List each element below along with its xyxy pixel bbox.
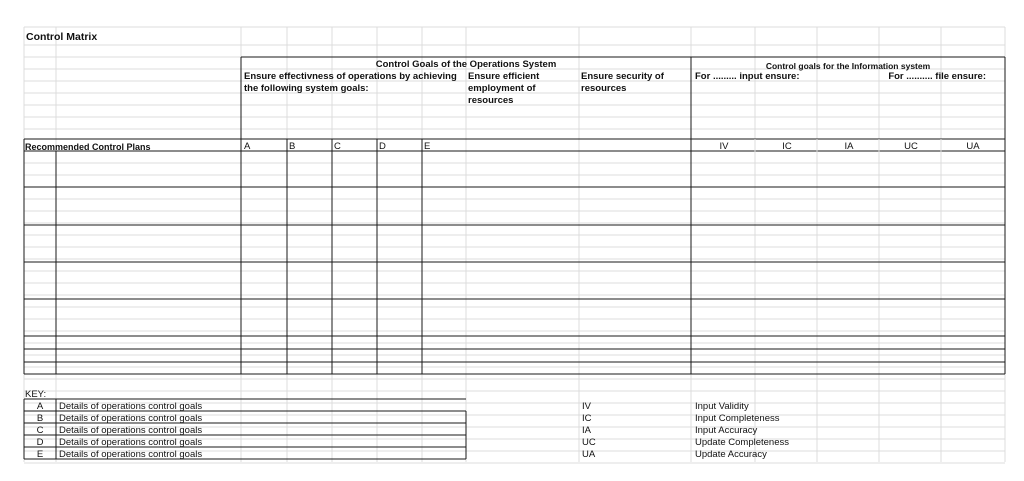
effectiveness-header: Ensure effectivness of operations by achieving the following system goals:	[244, 71, 457, 94]
key-info-desc: Update Completeness	[695, 437, 789, 448]
key-ops-code: D	[36, 437, 44, 448]
key-info-code: IV	[582, 401, 591, 412]
page-title: Control Matrix	[26, 31, 98, 43]
column-header-uc: UC	[904, 141, 918, 152]
column-header-iv: IV	[719, 141, 729, 152]
key-info-code: IA	[582, 425, 591, 436]
recommended-control-plans-label: Recommended Control Plans	[25, 142, 151, 152]
key-ops-code: A	[36, 401, 44, 412]
key-info-desc: Input Validity	[695, 401, 749, 412]
key-ops-desc: Details of operations control goals	[59, 413, 203, 424]
column-header-a: A	[244, 141, 251, 152]
column-header-ua: UA	[966, 141, 980, 152]
key-ops-desc: Details of operations control goals	[59, 449, 203, 460]
column-header-ic: IC	[782, 141, 792, 152]
column-header-e: E	[424, 141, 431, 152]
column-header-ia: IA	[844, 141, 854, 152]
key-info-code: UC	[582, 437, 596, 448]
key-info-code: UA	[582, 449, 596, 460]
key-ops-code: E	[36, 449, 44, 460]
key-ops-desc: Details of operations control goals	[59, 425, 203, 436]
file-ensure-header: For .......... file ensure:	[888, 71, 986, 82]
key-info-desc: Input Accuracy	[695, 425, 758, 436]
key-ops-code: B	[36, 413, 44, 424]
column-header-b: B	[289, 141, 296, 152]
key-label: KEY:	[25, 389, 47, 400]
input-ensure-header: For ......... input ensure:	[695, 71, 800, 82]
column-header-c: C	[334, 141, 341, 152]
key-ops-desc: Details of operations control goals	[59, 437, 203, 448]
column-header-d: D	[379, 141, 386, 152]
key-info-desc: Input Completeness	[695, 413, 780, 424]
ops-goals-title: Control Goals of the Operations System	[375, 59, 557, 70]
info-goals-title: Control goals for the Information system	[765, 61, 931, 71]
key-ops-desc: Details of operations control goals	[59, 401, 203, 412]
key-ops-code: C	[36, 425, 44, 436]
security-header: Ensure security of resources	[581, 71, 664, 94]
key-info-code: IC	[582, 413, 592, 424]
key-info-desc: Update Accuracy	[695, 449, 767, 460]
efficiency-header: Ensure efficient employment of resources	[468, 71, 540, 106]
